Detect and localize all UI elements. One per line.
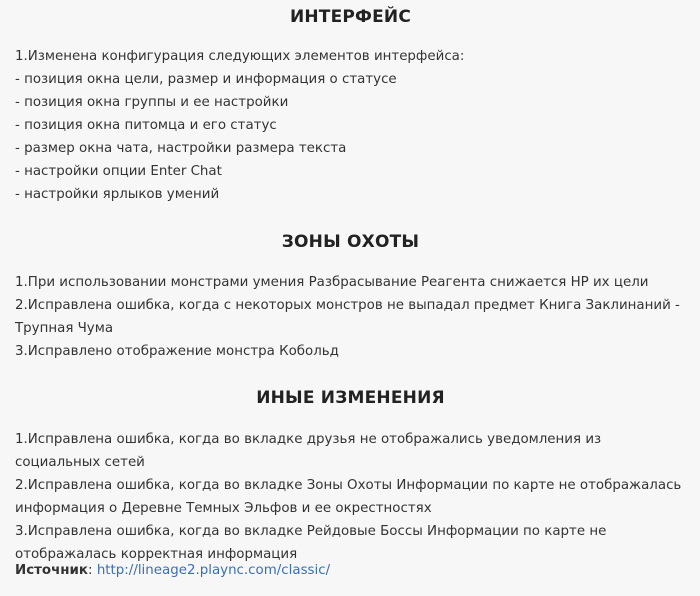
source-label: Источник	[15, 563, 89, 578]
interface-changes-list	[15, 45, 686, 206]
section-title-interface: ИНТЕРФЕЙС	[289, 7, 412, 27]
source-link[interactable]: http://lineage2.plaync.com/classic/	[96, 563, 331, 578]
list-item: 3.Исправлено отображение монстра Кобольд	[15, 344, 339, 359]
list-item: - позиция окна цели, размер и информация о статусе	[15, 72, 397, 87]
list-item: - настройки опции Enter Chat	[15, 164, 222, 179]
list-item: 3.Исправлена ошибка, когда во вкладке Рейдовые Боссы Информации по карте не отображалась корректная информация	[15, 524, 607, 562]
list-item: 2.Исправлена ошибка, когда с некоторых монстров не выпадал предмет Книга Заклинаний - Трупная Чума	[15, 298, 680, 336]
list-item: 1.Изменена конфигурация следующих элементов интерфейса:	[15, 49, 465, 64]
other-changes-list	[15, 428, 686, 566]
list-item: - настройки ярлыков умений	[15, 187, 220, 202]
list-item: 1.Исправлена ошибка, когда во вкладке друзья не отображались уведомления из социальных сетей	[15, 432, 602, 470]
list-item: - позиция окна питомца и его статус	[15, 118, 277, 133]
list-item: - позиция окна группы и ее настройки	[15, 95, 289, 110]
section-title-hunting-zones: ЗОНЫ ОХОТЫ	[281, 232, 420, 252]
hunting-zones-changes-list	[15, 271, 686, 363]
source-separator: :	[88, 563, 97, 578]
source-line	[15, 559, 686, 582]
list-item: - размер окна чата, настройки размера текста	[15, 141, 347, 156]
list-item: 1.При использовании монстрами умения Разбрасывание Реагента снижается HP их цели	[15, 275, 649, 290]
section-title-other-changes: ИНЫЕ ИЗМЕНЕНИЯ	[256, 388, 445, 408]
list-item: 2.Исправлена ошибка, когда во вкладке Зоны Охоты Информации по карте не отображалась информация о Деревне Темных Эльфов и ее окрестностях	[15, 478, 682, 516]
